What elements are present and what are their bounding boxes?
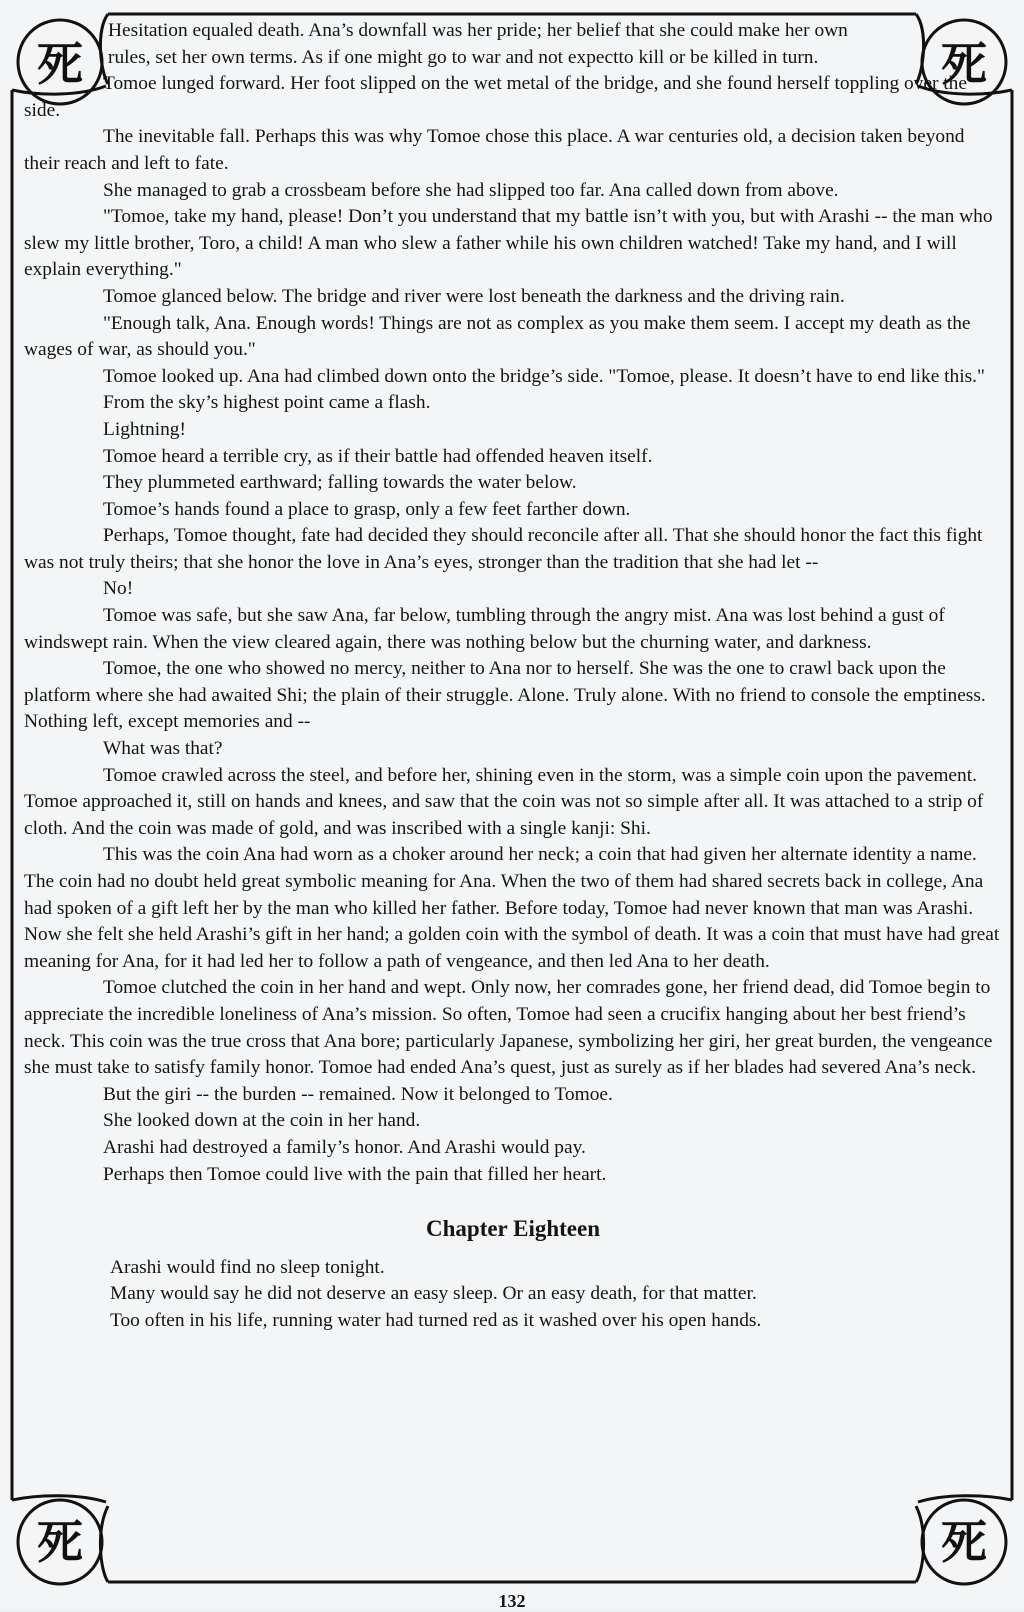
paragraph: But the giri -- the burden -- remained. Now it belonged to Tomoe. xyxy=(103,1083,613,1105)
paragraph: Tomoe clutched the coin in her hand and wept. Only now, her comrades gone, her friend dead, did Tomoe begin to appreciate the incredible loneliness of Ana’s mission. So often, Tomoe had seen a crucifix hanging about her best friend’s neck. This coin was the true cross that Ana bore; particularly Japanese, symbolizing her giri, her great burden, the vengeance she must take to satisfy family honor. Tomoe had ended Ana’s quest, just as surely as if her blades had severed Ana’s neck. xyxy=(24,977,993,1079)
paragraph: Lightning! xyxy=(103,418,186,440)
paragraph: "Tomoe, take my hand, please! Don’t you understand that my battle isn’t with you, but with Arashi -- the man who slew my little brother, Toro, a child! A man who slew a father while his own children watched! Take my hand, and I will explain everything." xyxy=(24,206,993,281)
paragraph: Tomoe crawled across the steel, and before her, shining even in the storm, was a simple coin upon the pavement. Tomoe approached it, still on hands and knees, and saw that the coin was not so simple after all. It was attached to a strip of cloth. And the coin was made of gold, and was inscribed with a single kanji: Shi. xyxy=(24,764,984,839)
paragraph: What was that? xyxy=(103,738,223,760)
corner-kanji-bottom-right: 死 xyxy=(941,1515,987,1569)
paragraph: The inevitable fall. Perhaps this was why Tomoe chose this place. A war centuries old, a decision taken beyond their reach and left to fate. xyxy=(24,126,965,174)
paragraph: Hesitation equaled death. Ana’s downfall was her pride; her belief that she could make her own rules, set her own terms. As if one might go to war and not expectto kill or be killed in turn. xyxy=(108,20,848,68)
paragraph: No! xyxy=(103,578,134,600)
corner-kanji-top-right: 死 xyxy=(941,37,987,91)
paragraph: They plummeted earthward; falling towards the water below. xyxy=(103,472,577,494)
paragraph: Arashi had destroyed a family’s honor. And Arashi would pay. xyxy=(103,1136,586,1158)
paragraph: She looked down at the coin in her hand. xyxy=(103,1110,421,1132)
paragraph: This was the coin Ana had worn as a choker around her neck; a coin that had given her alternate identity a name. The coin had no doubt held great symbolic meaning for Ana. When the two of them had shared secrets back in college, Ana had spoken of a gift left her by the man who killed her father. Before today, Tomoe had never known that man was Arashi. Now she felt she held Arashi’s gift in her hand; a golden coin with the symbol of death. It was a coin that must have had great meaning for Ana, for it had led her to follow a path of vengeance, and then led Ana to her death. xyxy=(24,844,1000,972)
paragraph: Tomoe’s hands found a place to grasp, only a few feet farther down. xyxy=(103,498,631,520)
body-text xyxy=(24,18,1002,1335)
paragraph: Tomoe, the one who showed no mercy, neither to Ana nor to herself. She was the one to crawl back upon the platform where she had awaited Shi; the plain of their struggle. Alone. Truly alone. With no friend to console the emptiness. Nothing left, except memories and -- xyxy=(24,658,986,733)
paragraph: Perhaps then Tomoe could live with the pain that filled her heart. xyxy=(103,1163,607,1185)
chapter-title: Chapter Eighteen xyxy=(426,1216,600,1242)
paragraph: Too often in his life, running water had turned red as it washed over his open hands. xyxy=(110,1309,762,1331)
paragraph: Tomoe heard a terrible cry, as if their battle had offended heaven itself. xyxy=(103,445,653,467)
corner-kanji-bottom-left: 死 xyxy=(37,1515,83,1569)
corner-kanji-top-left: 死 xyxy=(37,37,83,91)
paragraph: Tomoe glanced below. The bridge and river were lost beneath the darkness and the driving rain. xyxy=(103,285,845,307)
paragraph: "Enough talk, Ana. Enough words! Things are not as complex as you make them seem. I accept my death as the wages of war, as should you." xyxy=(24,312,971,361)
paragraph: Tomoe lunged forward. Her foot slipped on the wet metal of the bridge, and she found herself toppling over the side. xyxy=(24,73,967,121)
page-number: 132 xyxy=(498,1591,526,1611)
paragraph: Perhaps, Tomoe thought, fate had decided they should reconcile after all. That she should honor the fact this fight was not truly theirs; that she honor the love in Ana’s eyes, stronger than the tradition that she had let -- xyxy=(24,525,983,573)
paragraph: She managed to grab a crossbeam before she had slipped too far. Ana called down from above. xyxy=(103,179,839,201)
paragraph: Arashi would find no sleep tonight. xyxy=(110,1256,385,1278)
paragraph: Tomoe was safe, but she saw Ana, far below, tumbling through the angry mist. Ana was lost behind a gust of windswept rain. When the view cleared again, there was nothing below but the churning water, and darkness. xyxy=(24,605,945,653)
paragraph: Many would say he did not deserve an easy sleep. Or an easy death, for that matter. xyxy=(110,1283,757,1305)
paragraph: Tomoe looked up. Ana had climbed down onto the bridge’s side. "Tomoe, please. It doesn’t have to end like this." xyxy=(103,365,985,387)
paragraph: From the sky’s highest point came a flash. xyxy=(103,392,431,414)
